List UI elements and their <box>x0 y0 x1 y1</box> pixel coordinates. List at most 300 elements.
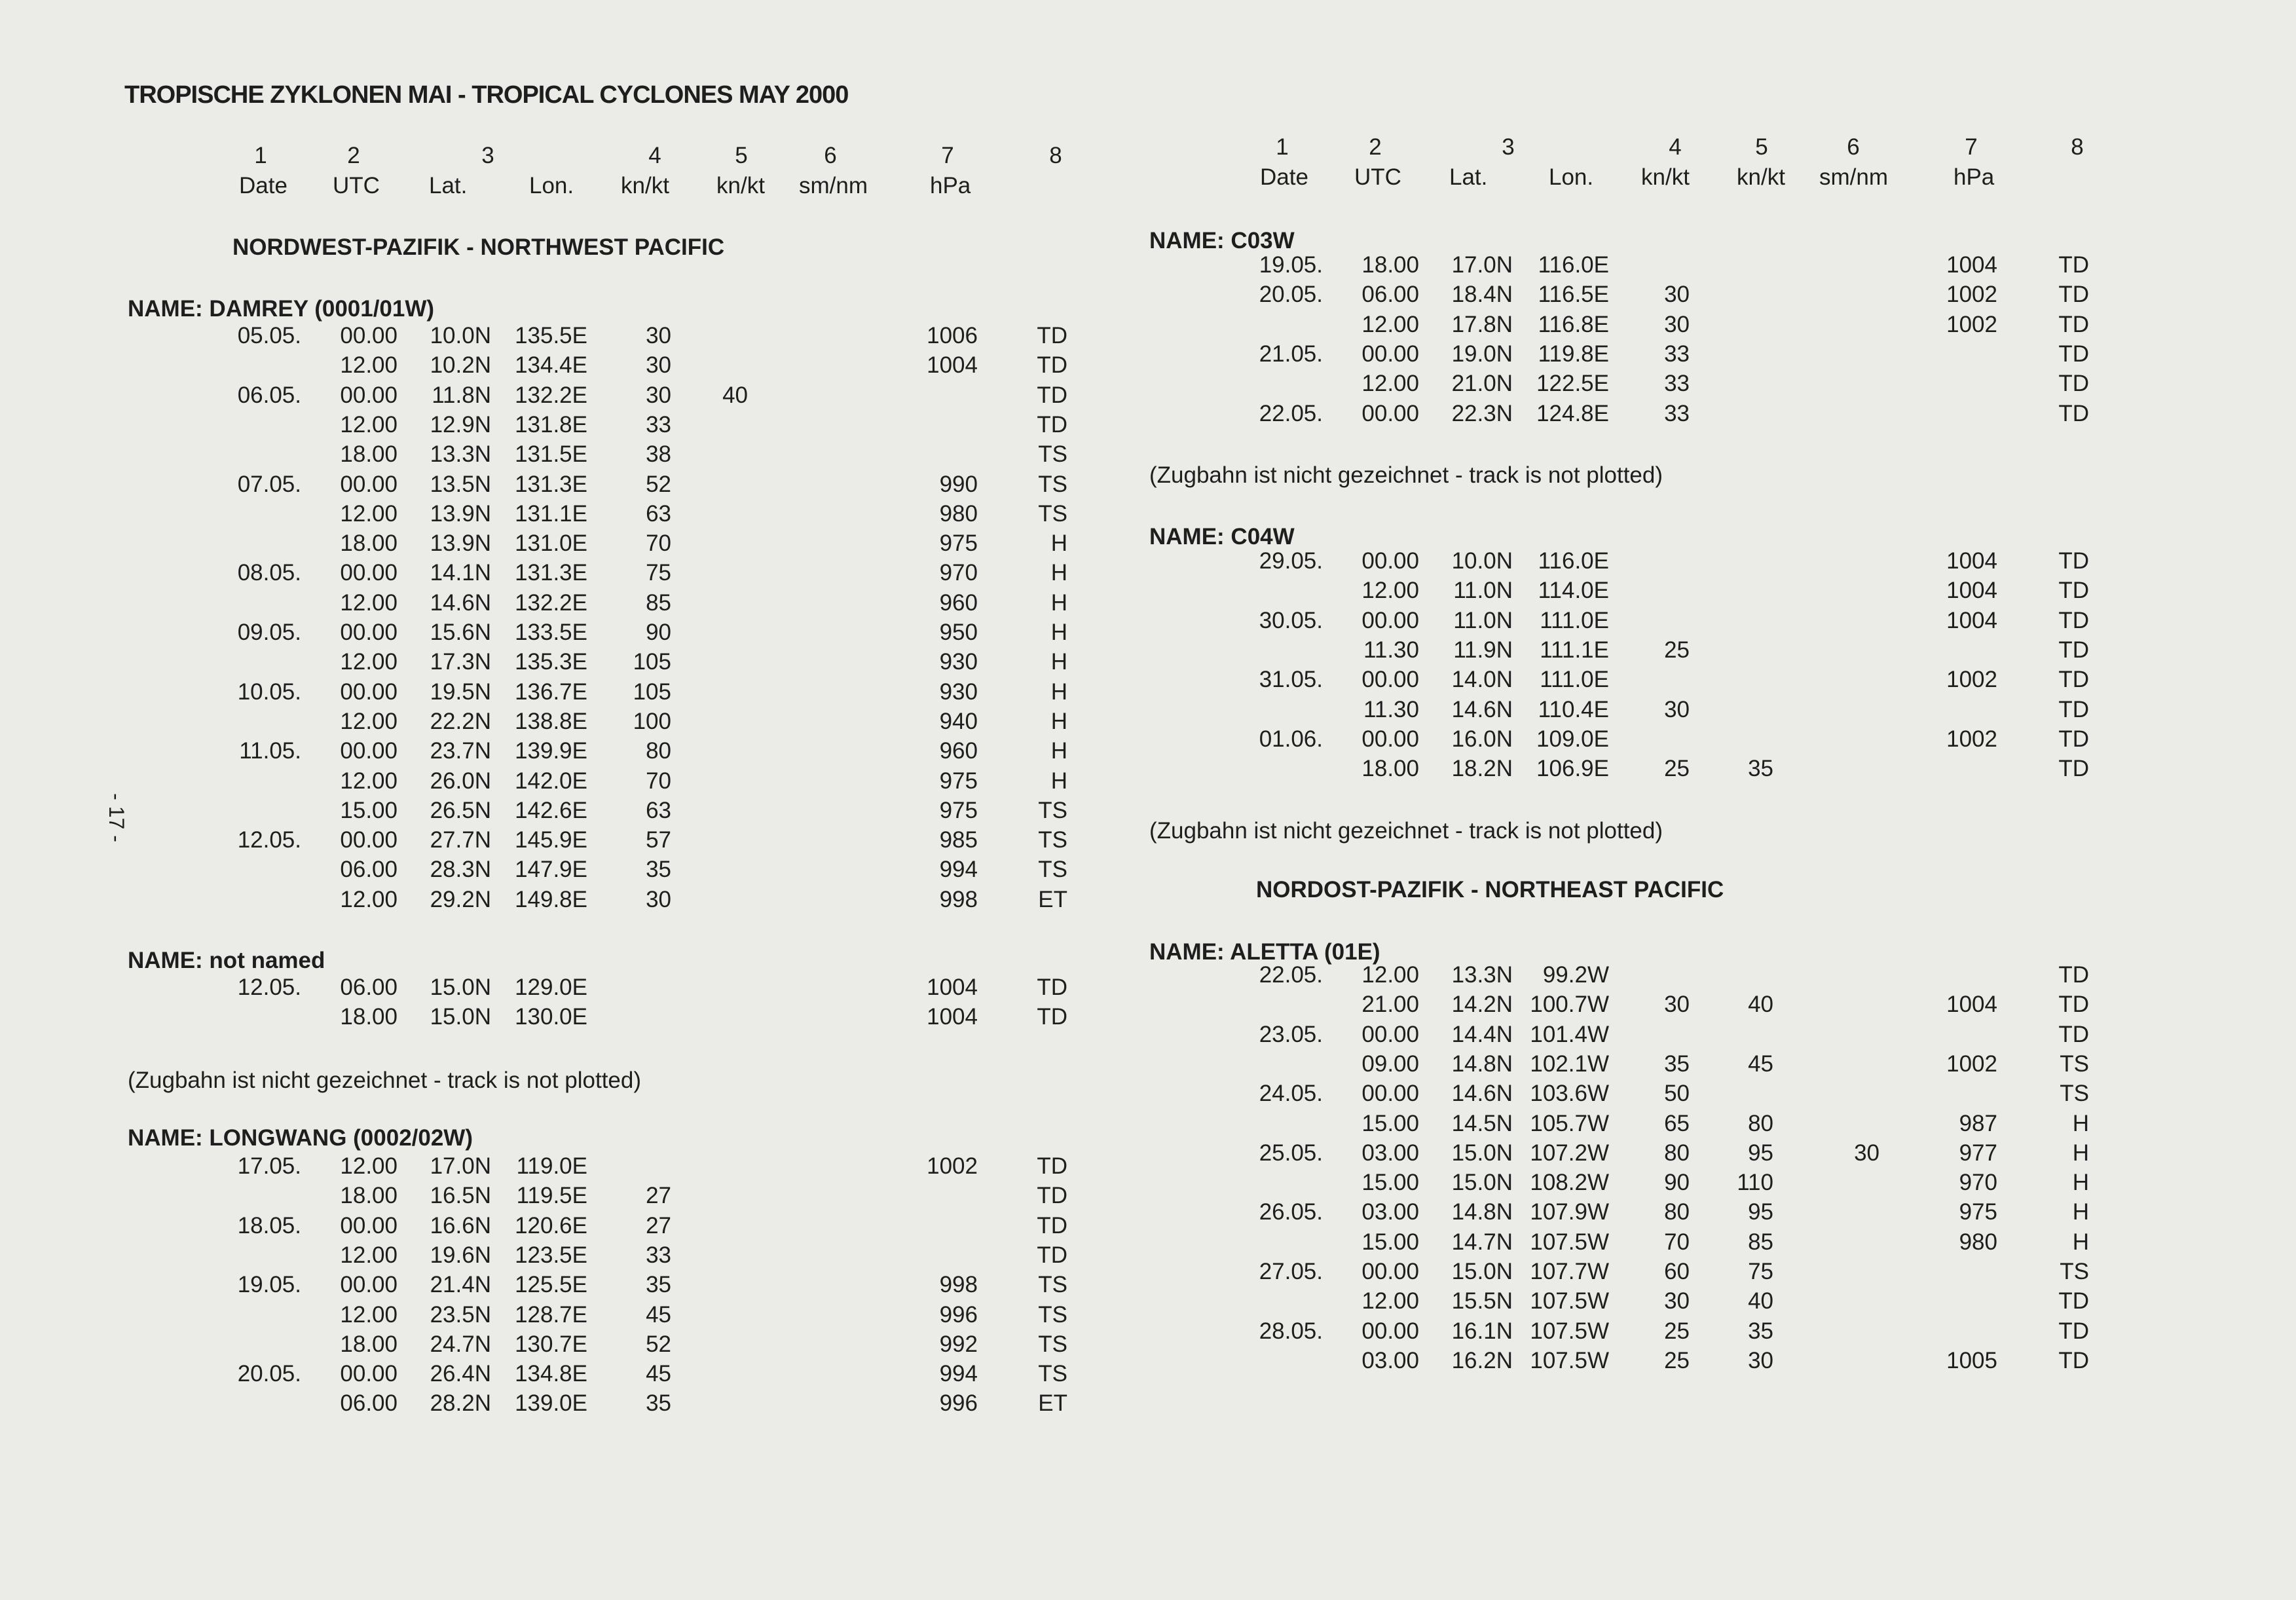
aletta-cell: 14.2N <box>1451 992 1513 1018</box>
c03w-cell: 06.00 <box>1361 282 1419 308</box>
damrey-cell: 994 <box>939 857 978 883</box>
damrey-cell: 13.5N <box>430 471 491 497</box>
c04w-cell: 1002 <box>1946 726 1997 752</box>
right-header-col-number: 4 <box>1669 134 1682 160</box>
aletta-cell: 14.5N <box>1451 1110 1513 1136</box>
aletta-cell: 107.2W <box>1530 1140 1609 1166</box>
longwang-cell: 26.4N <box>430 1361 491 1387</box>
damrey-cell: 138.8E <box>515 708 587 734</box>
c04w-cell: 1004 <box>1946 607 1997 633</box>
right-header-col-label: sm/nm <box>1819 164 1888 190</box>
left-header-col-label: Date <box>239 173 287 198</box>
c03w-cell: 19.05. <box>1259 252 1323 278</box>
right-header-col-number: 1 <box>1276 134 1289 160</box>
aletta-cell: 22.05. <box>1259 962 1323 988</box>
aletta-cell: 14.8N <box>1451 1051 1513 1077</box>
longwang-cell: 18.05. <box>237 1212 301 1238</box>
longwang-cell: 123.5E <box>515 1242 587 1268</box>
c04w-cell: 116.0E <box>1538 548 1609 574</box>
longwang-cell: ET <box>1038 1390 1067 1417</box>
damrey-cell: 131.5E <box>515 441 587 468</box>
damrey-cell: 27.7N <box>430 827 491 853</box>
c03w-cell: 18.4N <box>1451 282 1513 308</box>
aletta-cell: 99.2W <box>1542 962 1609 988</box>
longwang-cell: 19.05. <box>237 1272 301 1298</box>
c03w-cell: TD <box>2058 400 2089 426</box>
aletta-cell: 40 <box>1748 992 1773 1018</box>
c04w-cell: 01.06. <box>1259 726 1323 752</box>
aletta-cell: 00.00 <box>1361 1021 1419 1047</box>
longwang-cell: 18.00 <box>340 1331 398 1357</box>
aletta-cell: TD <box>2058 1347 2089 1373</box>
damrey-cell: 35 <box>646 857 671 883</box>
aletta-cell: 107.7W <box>1530 1259 1609 1284</box>
aletta-cell: 105.7W <box>1530 1110 1609 1136</box>
c04w-cell: TD <box>2058 578 2089 604</box>
c04w-cell: 110.4E <box>1538 696 1609 722</box>
c04w-cell: 35 <box>1748 756 1773 782</box>
c04w-cell: 00.00 <box>1361 726 1419 752</box>
longwang-cell: 996 <box>939 1301 978 1328</box>
c04w-cell: 11.30 <box>1363 637 1419 663</box>
right-header-col-number: 2 <box>1369 134 1382 160</box>
aletta-cell: 45 <box>1748 1051 1773 1077</box>
storm-name: NAME: DAMREY (0001/01W) <box>128 296 435 322</box>
c03w-cell: TD <box>2058 252 2089 278</box>
unnamed-cell: 130.0E <box>515 1004 587 1030</box>
damrey-cell: 05.05. <box>237 323 301 348</box>
track-note: (Zugbahn ist nicht gezeichnet - track is not plotted) <box>1149 818 1663 844</box>
c03w-cell: 116.5E <box>1538 282 1609 308</box>
damrey-cell: 975 <box>939 530 978 557</box>
damrey-cell: 00.00 <box>340 323 398 348</box>
aletta-cell: TD <box>2058 1021 2089 1047</box>
longwang-cell: 12.00 <box>340 1153 398 1179</box>
aletta-cell: 102.1W <box>1530 1051 1609 1077</box>
unnamed-cell: 06.00 <box>340 975 398 1000</box>
unnamed-cell: 129.0E <box>515 975 587 1000</box>
c04w-cell: 18.2N <box>1451 756 1513 782</box>
damrey-cell: 105 <box>633 679 671 705</box>
aletta-cell: 80 <box>1664 1140 1690 1166</box>
unnamed-cell: 15.0N <box>430 1004 491 1030</box>
unnamed-cell: TD <box>1037 1004 1067 1030</box>
damrey-cell: 12.00 <box>340 500 398 527</box>
c04w-cell: 11.9N <box>1453 637 1513 663</box>
damrey-cell: 131.8E <box>515 411 587 437</box>
longwang-cell: 19.6N <box>430 1242 491 1268</box>
c04w-cell: 00.00 <box>1361 548 1419 574</box>
damrey-cell: 38 <box>646 441 671 468</box>
damrey-cell: 30 <box>646 323 671 348</box>
damrey-cell: 12.9N <box>430 411 491 437</box>
damrey-cell: 10.05. <box>237 679 301 705</box>
damrey-cell: 63 <box>646 500 671 527</box>
damrey-cell: 30 <box>646 886 671 912</box>
aletta-cell: 15.00 <box>1361 1170 1419 1196</box>
longwang-cell: 33 <box>646 1242 671 1268</box>
c03w-cell: TD <box>2058 311 2089 337</box>
c04w-cell: 31.05. <box>1259 667 1323 693</box>
longwang-cell: 134.8E <box>515 1361 587 1387</box>
longwang-cell: 119.5E <box>516 1183 587 1209</box>
damrey-cell: 26.0N <box>430 768 491 794</box>
c03w-cell: 30 <box>1664 282 1690 308</box>
longwang-cell: 12.00 <box>340 1242 398 1268</box>
longwang-cell: TS <box>1038 1301 1067 1328</box>
aletta-cell: 75 <box>1748 1259 1773 1284</box>
damrey-cell: H <box>1050 620 1067 645</box>
damrey-cell: TS <box>1038 471 1067 497</box>
left-header-col-number: 8 <box>1049 143 1062 168</box>
longwang-cell: 20.05. <box>237 1361 301 1387</box>
left-header-col-number: 5 <box>735 143 748 168</box>
aletta-cell: 28.05. <box>1259 1318 1323 1344</box>
c03w-cell: 00.00 <box>1361 400 1419 426</box>
damrey-cell: 29.2N <box>430 886 491 912</box>
damrey-cell: TS <box>1038 827 1067 853</box>
longwang-cell: TS <box>1038 1331 1067 1357</box>
aletta-cell: 15.00 <box>1361 1110 1419 1136</box>
damrey-cell: 57 <box>646 827 671 853</box>
left-header-col-label: hPa <box>930 173 971 198</box>
damrey-cell: 13.9N <box>430 530 491 557</box>
c03w-cell: 18.00 <box>1361 252 1419 278</box>
aletta-cell: 15.0N <box>1451 1170 1513 1196</box>
damrey-cell: 11.8N <box>432 382 491 408</box>
damrey-cell: 930 <box>939 679 978 705</box>
aletta-cell: 15.00 <box>1361 1229 1419 1255</box>
aletta-cell: 23.05. <box>1259 1021 1323 1047</box>
unnamed-cell: 1004 <box>927 975 978 1000</box>
damrey-cell: 12.00 <box>340 886 398 912</box>
longwang-cell: 1002 <box>927 1153 978 1179</box>
aletta-cell: 14.6N <box>1451 1081 1513 1107</box>
aletta-cell: 30 <box>1748 1347 1773 1373</box>
damrey-cell: 131.1E <box>515 500 587 527</box>
damrey-cell: TD <box>1037 382 1067 408</box>
aletta-cell: 101.4W <box>1530 1021 1609 1047</box>
aletta-cell: 1005 <box>1946 1347 1997 1373</box>
longwang-cell: 125.5E <box>515 1272 587 1298</box>
region-heading: NORDWEST-PAZIFIK - NORTHWEST PACIFIC <box>232 234 725 260</box>
longwang-cell: TS <box>1038 1361 1067 1387</box>
damrey-cell: 90 <box>646 620 671 645</box>
damrey-cell: 11.05. <box>239 738 301 764</box>
aletta-cell: TD <box>2058 1318 2089 1344</box>
right-header-col-number: 8 <box>2071 134 2084 160</box>
damrey-cell: H <box>1050 530 1067 557</box>
c04w-cell: TD <box>2058 756 2089 782</box>
aletta-cell: 00.00 <box>1361 1259 1419 1284</box>
c03w-cell: TD <box>2058 371 2089 397</box>
left-header-col-number: 6 <box>824 143 837 168</box>
damrey-cell: 105 <box>633 649 671 675</box>
damrey-cell: 00.00 <box>340 679 398 705</box>
damrey-cell: 18.00 <box>340 441 398 468</box>
damrey-cell: 12.00 <box>340 708 398 734</box>
right-header-col-label: Lon. <box>1549 164 1594 190</box>
damrey-cell: 139.9E <box>515 738 587 764</box>
damrey-cell: 13.3N <box>430 441 491 468</box>
c03w-cell: 119.8E <box>1538 341 1609 367</box>
damrey-cell: 22.2N <box>430 708 491 734</box>
longwang-cell: 18.00 <box>340 1183 398 1209</box>
c03w-cell: 1004 <box>1946 252 1997 278</box>
aletta-cell: 03.00 <box>1361 1199 1419 1225</box>
c04w-cell: 29.05. <box>1259 548 1323 574</box>
longwang-cell: 992 <box>939 1331 978 1357</box>
longwang-cell: 996 <box>939 1390 978 1417</box>
damrey-cell: 12.00 <box>340 352 398 379</box>
c03w-cell: 21.05. <box>1259 341 1323 367</box>
damrey-cell: 1004 <box>927 352 978 379</box>
damrey-cell: H <box>1050 649 1067 675</box>
right-header-col-number: 6 <box>1847 134 1860 160</box>
left-header-col-number: 1 <box>254 143 267 168</box>
aletta-cell: 30 <box>1664 992 1690 1018</box>
aletta-cell: 16.1N <box>1451 1318 1513 1344</box>
longwang-cell: 994 <box>939 1361 978 1387</box>
aletta-cell: H <box>2072 1199 2089 1225</box>
c04w-cell: 11.0N <box>1453 578 1513 604</box>
aletta-cell: 95 <box>1748 1199 1773 1225</box>
aletta-cell: 50 <box>1664 1081 1690 1107</box>
aletta-cell: 80 <box>1664 1199 1690 1225</box>
longwang-cell: 21.4N <box>430 1272 491 1298</box>
damrey-cell: 19.5N <box>430 679 491 705</box>
aletta-cell: 26.05. <box>1259 1199 1323 1225</box>
damrey-cell: 132.2E <box>515 382 587 408</box>
damrey-cell: 990 <box>939 471 978 497</box>
damrey-cell: 18.00 <box>340 530 398 557</box>
longwang-cell: 17.0N <box>430 1153 491 1179</box>
longwang-cell: 16.5N <box>430 1183 491 1209</box>
damrey-cell: 00.00 <box>340 560 398 586</box>
damrey-cell: TD <box>1037 352 1067 379</box>
region-heading: NORDOST-PAZIFIK - NORTHEAST PACIFIC <box>1256 877 1724 902</box>
aletta-cell: 24.05. <box>1259 1081 1323 1107</box>
c04w-cell: 30 <box>1664 696 1690 722</box>
damrey-cell: 142.6E <box>515 797 587 823</box>
left-header-col-number: 3 <box>481 143 494 168</box>
right-header-col-label: Date <box>1260 164 1308 190</box>
damrey-cell: H <box>1050 679 1067 705</box>
aletta-cell: 35 <box>1748 1318 1773 1344</box>
damrey-cell: 142.0E <box>515 768 587 794</box>
longwang-cell: TD <box>1037 1242 1067 1268</box>
damrey-cell: 135.3E <box>515 649 587 675</box>
damrey-cell: 28.3N <box>430 857 491 883</box>
damrey-cell: 930 <box>939 649 978 675</box>
c04w-cell: 25 <box>1664 637 1690 663</box>
damrey-cell: H <box>1050 738 1067 764</box>
right-header-col-number: 3 <box>1502 134 1515 160</box>
right-header-col-label: Lat. <box>1449 164 1488 190</box>
damrey-cell: TS <box>1038 797 1067 823</box>
damrey-cell: 12.00 <box>340 649 398 675</box>
page-number: - 17 - <box>104 793 128 842</box>
left-header-col-label: kn/kt <box>621 173 669 198</box>
aletta-cell: 85 <box>1748 1229 1773 1255</box>
aletta-cell: 21.00 <box>1361 992 1419 1018</box>
aletta-cell: 12.00 <box>1361 1288 1419 1314</box>
damrey-cell: 145.9E <box>515 827 587 853</box>
left-header-col-label: Lat. <box>429 173 468 198</box>
aletta-cell: 00.00 <box>1361 1318 1419 1344</box>
storm-name: NAME: not named <box>128 948 325 973</box>
aletta-cell: 15.0N <box>1451 1140 1513 1166</box>
c03w-cell: 22.3N <box>1451 400 1513 426</box>
storm-name: NAME: LONGWANG (0002/02W) <box>128 1125 473 1151</box>
damrey-cell: 960 <box>939 589 978 616</box>
longwang-cell: 27 <box>646 1183 671 1209</box>
c04w-cell: 114.0E <box>1538 578 1609 604</box>
damrey-cell: 10.0N <box>430 323 491 348</box>
aletta-cell: 980 <box>1959 1229 1997 1255</box>
right-header-col-label: hPa <box>1953 164 1995 190</box>
damrey-cell: H <box>1050 560 1067 586</box>
aletta-cell: H <box>2072 1229 2089 1255</box>
longwang-cell: 119.0E <box>516 1153 587 1179</box>
damrey-cell: 950 <box>939 620 978 645</box>
c03w-cell: 122.5E <box>1536 371 1609 397</box>
aletta-cell: 25 <box>1664 1347 1690 1373</box>
damrey-cell: H <box>1050 708 1067 734</box>
aletta-cell: 970 <box>1959 1170 1997 1196</box>
longwang-cell: 35 <box>646 1272 671 1298</box>
damrey-cell: 14.6N <box>430 589 491 616</box>
c03w-cell: 00.00 <box>1361 341 1419 367</box>
aletta-cell: 15.5N <box>1451 1288 1513 1314</box>
longwang-cell: 27 <box>646 1212 671 1238</box>
left-header-col-label: kn/kt <box>716 173 765 198</box>
c03w-cell: 21.0N <box>1451 371 1513 397</box>
c04w-cell: TD <box>2058 667 2089 693</box>
storm-name: NAME: ALETTA (01E) <box>1149 939 1380 965</box>
aletta-cell: TD <box>2058 992 2089 1018</box>
damrey-cell: 10.2N <box>430 352 491 379</box>
c04w-cell: 106.9E <box>1536 756 1609 782</box>
aletta-cell: H <box>2072 1140 2089 1166</box>
left-header-col-number: 2 <box>347 143 360 168</box>
aletta-cell: 14.4N <box>1451 1021 1513 1047</box>
aletta-cell: 70 <box>1664 1229 1690 1255</box>
aletta-cell: 15.0N <box>1451 1259 1513 1284</box>
damrey-cell: 12.00 <box>340 768 398 794</box>
c04w-cell: TD <box>2058 696 2089 722</box>
c03w-cell: 17.8N <box>1451 311 1513 337</box>
aletta-cell: 107.5W <box>1530 1229 1609 1255</box>
longwang-cell: 128.7E <box>515 1301 587 1328</box>
damrey-cell: 147.9E <box>515 857 587 883</box>
damrey-cell: 131.3E <box>515 560 587 586</box>
c04w-cell: 1004 <box>1946 548 1997 574</box>
aletta-cell: 00.00 <box>1361 1081 1419 1107</box>
damrey-cell: 30 <box>646 352 671 379</box>
damrey-cell: 12.00 <box>340 411 398 437</box>
c03w-cell: TD <box>2058 282 2089 308</box>
aletta-cell: 107.5W <box>1530 1318 1609 1344</box>
c04w-cell: 18.00 <box>1361 756 1419 782</box>
longwang-cell: 45 <box>646 1361 671 1387</box>
c04w-cell: 16.0N <box>1451 726 1513 752</box>
aletta-cell: 25 <box>1664 1318 1690 1344</box>
unnamed-cell: 18.00 <box>340 1004 398 1030</box>
longwang-cell: 998 <box>939 1272 978 1298</box>
damrey-cell: 940 <box>939 708 978 734</box>
aletta-cell: 30 <box>1664 1288 1690 1314</box>
damrey-cell: 52 <box>646 471 671 497</box>
c04w-cell: 25 <box>1664 756 1690 782</box>
damrey-cell: 00.00 <box>340 620 398 645</box>
damrey-cell: 985 <box>939 827 978 853</box>
damrey-cell: 149.8E <box>515 886 587 912</box>
longwang-cell: 00.00 <box>340 1272 398 1298</box>
aletta-cell: TD <box>2058 962 2089 988</box>
aletta-cell: H <box>2072 1110 2089 1136</box>
damrey-cell: 06.00 <box>340 857 398 883</box>
c03w-cell: 116.8E <box>1538 311 1609 337</box>
c04w-cell: 11.30 <box>1363 696 1419 722</box>
c04w-cell: TD <box>2058 726 2089 752</box>
damrey-cell: 970 <box>939 560 978 586</box>
aletta-cell: 107.5W <box>1530 1288 1609 1314</box>
c04w-cell: 00.00 <box>1361 607 1419 633</box>
left-header-col-number: 4 <box>648 143 661 168</box>
damrey-cell: 13.9N <box>430 500 491 527</box>
right-header-col-number: 7 <box>1965 134 1978 160</box>
longwang-cell: 45 <box>646 1301 671 1328</box>
damrey-cell: 975 <box>939 797 978 823</box>
damrey-cell: 40 <box>722 382 748 408</box>
aletta-cell: 1002 <box>1946 1051 1997 1077</box>
unnamed-cell: TD <box>1037 975 1067 1000</box>
damrey-cell: 00.00 <box>340 827 398 853</box>
damrey-cell: H <box>1050 589 1067 616</box>
damrey-cell: TS <box>1038 857 1067 883</box>
longwang-cell: 00.00 <box>340 1361 398 1387</box>
damrey-cell: 85 <box>646 589 671 616</box>
longwang-cell: 52 <box>646 1331 671 1357</box>
damrey-cell: 14.1N <box>430 560 491 586</box>
left-header-col-label: UTC <box>333 173 380 198</box>
damrey-cell: 75 <box>646 560 671 586</box>
c04w-cell: 109.0E <box>1536 726 1609 752</box>
c04w-cell: TD <box>2058 637 2089 663</box>
aletta-cell: TS <box>2060 1051 2089 1077</box>
damrey-cell: 80 <box>646 738 671 764</box>
c03w-cell: 12.00 <box>1361 311 1419 337</box>
c03w-cell: 22.05. <box>1259 400 1323 426</box>
aletta-cell: 03.00 <box>1361 1347 1419 1373</box>
aletta-cell: 25.05. <box>1259 1140 1323 1166</box>
aletta-cell: 987 <box>1959 1110 1997 1136</box>
page-title: TROPISCHE ZYKLONEN MAI - TROPICAL CYCLONES MAY 2000 <box>124 81 849 109</box>
longwang-cell: 120.6E <box>515 1212 587 1238</box>
right-header-col-number: 5 <box>1755 134 1768 160</box>
damrey-cell: 07.05. <box>237 471 301 497</box>
aletta-cell: 14.8N <box>1451 1199 1513 1225</box>
c03w-cell: 1002 <box>1946 311 1997 337</box>
c04w-cell: 12.00 <box>1361 578 1419 604</box>
longwang-cell: 23.5N <box>430 1301 491 1328</box>
c03w-cell: TD <box>2058 341 2089 367</box>
c04w-cell: 111.1E <box>1540 637 1609 663</box>
unnamed-cell: 1004 <box>927 1004 978 1030</box>
aletta-cell: 09.00 <box>1361 1051 1419 1077</box>
damrey-cell: 1006 <box>927 323 978 348</box>
